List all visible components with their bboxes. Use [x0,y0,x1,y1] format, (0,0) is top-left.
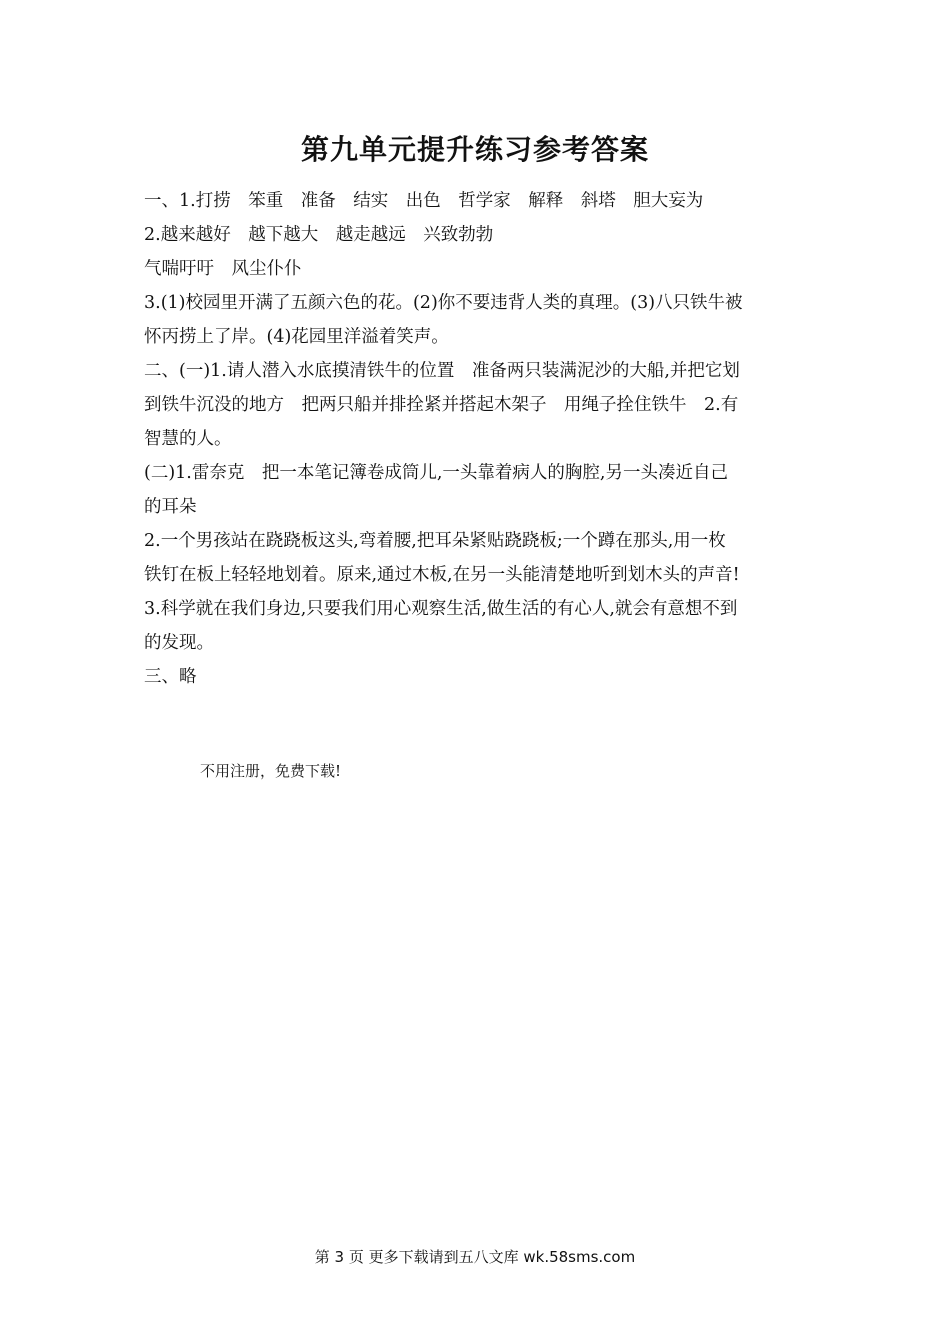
text-line: 一、1.打捞 笨重 准备 结实 出色 哲学家 解释 斜塔 胆大妄为 [144,191,704,211]
text-line: 二、(一)1.请人潜入水底摸清铁牛的位置 准备两只装满泥沙的大船,并把它划 [144,361,740,381]
text-line: 2.一个男孩站在跷跷板这头,弯着腰,把耳朵紧贴跷跷板;一个蹲在那头,用一枚 [144,531,726,551]
text-line: 怀丙捞上了岸。(4)花园里洋溢着笑声。 [144,327,449,347]
text-line: 气喘吁吁 风尘仆仆 [144,259,302,279]
text-line: 3.(1)校园里开满了五颜六色的花。(2)你不要违背人类的真理。(3)八只铁牛被 [144,293,743,313]
text-line: 2.越来越好 越下越大 越走越远 兴致勃勃 [144,225,494,245]
text-line: 到铁牛沉没的地方 把两只船并排拴紧并搭起木架子 用绳子拴住铁牛 2.有 [144,395,739,415]
text-line: 的发现。 [144,633,214,653]
download-note: 不用注册，免费下载! [200,762,342,780]
text-line: 三、略 [144,667,197,687]
text-line: (二)1.雷奈克 把一本笔记簿卷成筒儿,一头靠着病人的胸腔,另一头凑近自己 [144,463,728,483]
text-line: 智慧的人。 [144,429,232,449]
answer-body [144,184,814,694]
text-line: 3.科学就在我们身边,只要我们用心观察生活,做生活的有心人,就会有意想不到 [144,599,738,619]
text-line: 的耳朵 [144,497,197,517]
page-footer: 第 3 页 更多下载请到五八文库 wk.58sms.com [314,1248,636,1266]
text-line: 铁钉在板上轻轻地划着。原来,通过木板,在另一头能清楚地听到划木头的声音! [144,565,740,585]
page-title: 第九单元提升练习参考答案 [300,133,649,166]
